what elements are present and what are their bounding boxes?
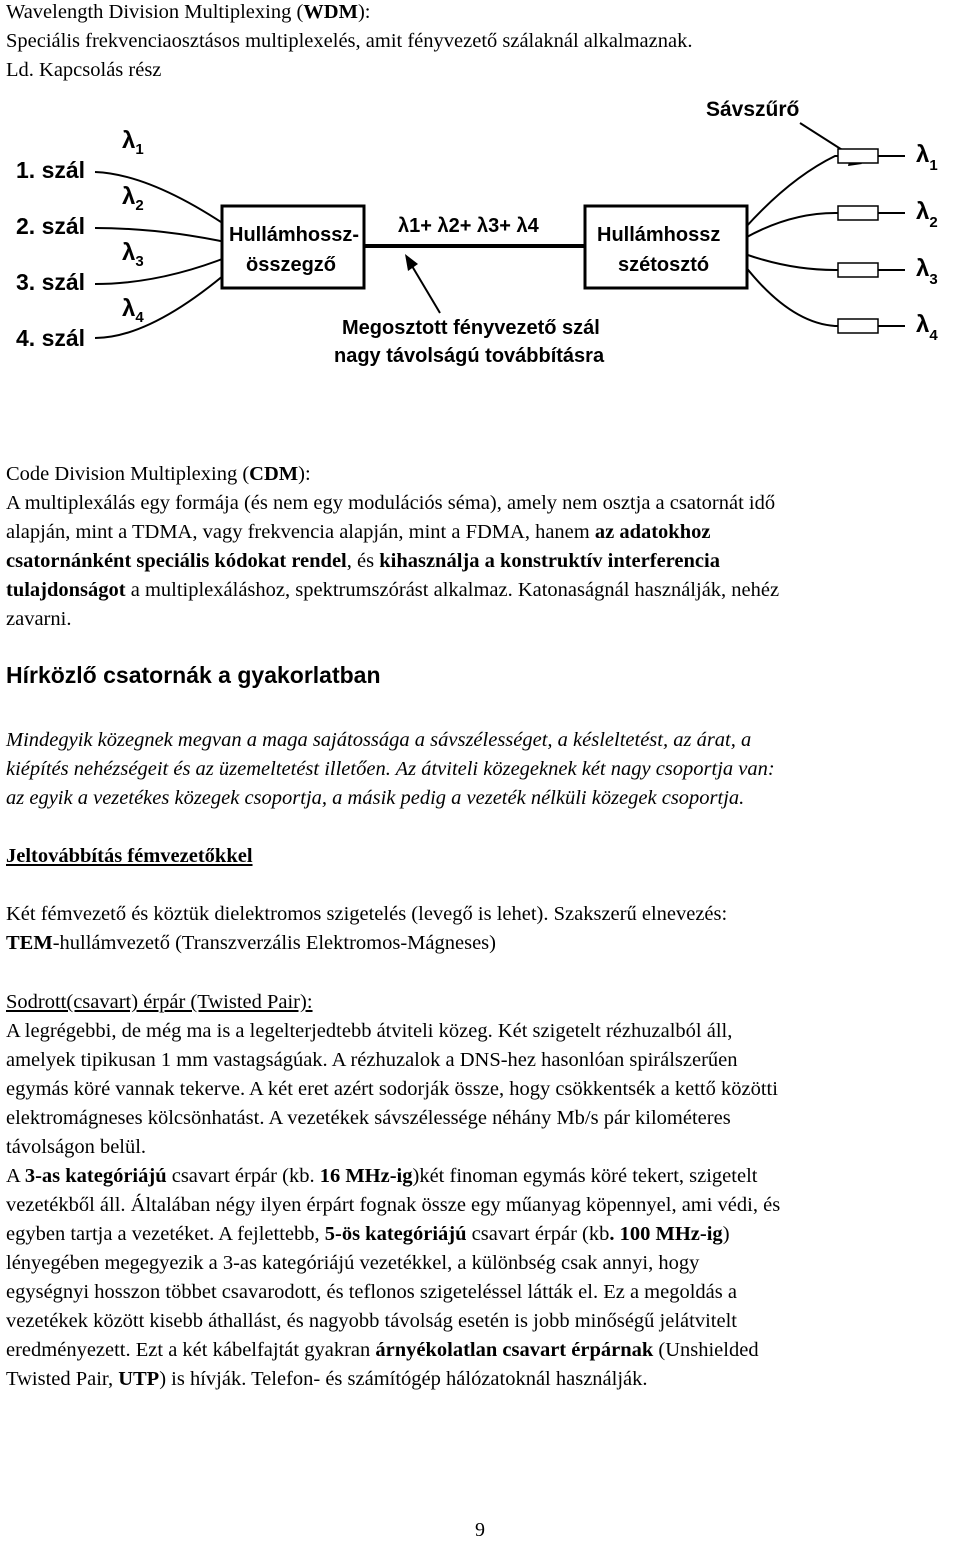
tp-line5: távolságon belül. — [6, 1136, 147, 1158]
input-label-1: 1. szál — [16, 157, 86, 183]
output-fiber-3 — [745, 254, 905, 270]
tp-line7: vezetékből áll. Általában négy ilyen érpárt fognak össze egy műanyag köpennyel, ami védi, és — [6, 1194, 781, 1216]
wdm-line2: Ld. Kapcsolás rész — [6, 59, 162, 81]
cdm-line5: zavarni. — [6, 608, 72, 630]
tp-line9: lényegében megegyezik a 3-as kategóriájú vezetékkel, a különbség csak annyi, hogy — [6, 1252, 700, 1274]
wavelength-sum-label: λ1+ λ2+ λ3+ λ4 — [398, 215, 539, 237]
cdm-title: Code Division Multiplexing (CDM): — [6, 463, 311, 485]
fiber-caption-1: Megosztott fényvezető szál — [342, 317, 600, 339]
tp-line3: egymás köré vannak tekerve. A két eret azért sodorják össze, hogy csökkentsék a kettő közötti — [6, 1078, 778, 1100]
media-intro-line3: az egyik a vezetékes közegek csoportja, a másik pedig a vezeték nélküli közegek csoportja. — [6, 787, 745, 809]
output-fiber-4 — [745, 266, 905, 326]
fiber-pointer — [412, 266, 440, 313]
splitter-label-1: Hullámhossz — [597, 224, 721, 246]
media-intro-line2: kiépítés nehézségeit és az üzemeltetést illetően. Az átviteli közegeknek két nagy csoportja van: — [6, 758, 775, 780]
band-filter-label: Sávszűrő — [706, 98, 800, 121]
input-lambda-4: $\lambda_4$ — [122, 295, 144, 326]
cdm-line1: A multiplexálás egy formája (és nem egy modulációs séma), amely nem osztja a csatornát idő — [6, 492, 776, 514]
output-lambda-2: $\lambda_2$ — [916, 198, 938, 231]
cdm-line4: tulajdonságot a multiplexáláshoz, spektrumszórást alkalmaz. Katonaságnál használják, nehéz — [6, 579, 780, 601]
wdm-diagram — [0, 88, 960, 378]
band-filter-1 — [838, 149, 878, 163]
output-lambda-3: $\lambda_3$ — [916, 255, 938, 288]
band-filter-3 — [838, 263, 878, 277]
tp-line12: eredményezett. Ezt a két kábelfajtát gyakran árnyékolatlan csavart érpárnak (Unshielded — [6, 1339, 759, 1361]
tp-line2: amelyek tipikusan 1 mm vastagságúak. A rézhuzalok a DNS-hez hasonlóan spirálszerűen — [6, 1049, 738, 1071]
tp-line4: elektromágneses kölcsönhatást. A vezetékek sávszélessége néhány Mb/s pár kilométeres — [6, 1107, 731, 1129]
band-filter-2 — [838, 206, 878, 220]
input-label-2: 2. szál — [16, 213, 86, 239]
output-fiber-2 — [745, 213, 905, 238]
tp-line13: Twisted Pair, UTP) is hívják. Telefon- és számítógép hálózatoknál használják. — [6, 1368, 648, 1390]
fiber-pointer-head — [405, 254, 418, 271]
input-label-3: 3. szál — [16, 269, 86, 295]
combiner-label-2: összegző — [246, 254, 337, 276]
tp-line11: vezetékek között kisebb áthallást, és nagyobb távolság esetén is jobb minőségű jelátvitelt — [6, 1310, 737, 1332]
input-lambda-1: $\lambda_1$ — [122, 127, 144, 158]
combiner-label-1: Hullámhossz- — [229, 224, 360, 246]
input-fiber-1 — [95, 172, 230, 228]
tp-line6: A 3-as kategóriájú csavart érpár (kb. 16 MHz-ig)két finoman egymás köré tekert, szigetelt — [6, 1165, 758, 1187]
tp-line8: egyben tartja a vezetéket. A fejlettebb, 5-ös kategóriájú csavart érpár (kb. 100 MHz-ig) — [6, 1223, 730, 1245]
cdm-line3: csatornánként speciális kódokat rendel, és kihasználja a konstruktív interferencia — [6, 550, 720, 572]
output-lambda-1: $\lambda_1$ — [916, 141, 938, 174]
wdm-line1: Speciális frekvenciaosztásos multiplexelés, amit fényvezető szálaknál alkalmaznak. — [6, 30, 693, 52]
input-label-4: 4. szál — [16, 325, 86, 351]
band-filter-4 — [838, 319, 878, 333]
tp-heading: Sodrott(csavart) érpár (Twisted Pair): — [6, 991, 313, 1013]
cdm-line2: alapján, mint a TDMA, vagy frekvencia alapján, mint a FDMA, hanem az adatokhoz — [6, 521, 711, 543]
input-lambda-2: $\lambda_2$ — [122, 183, 144, 214]
input-lambda-3: $\lambda_3$ — [122, 239, 144, 270]
fiber-caption-2: nagy távolságú továbbításra — [334, 345, 605, 367]
output-fiber-1 — [745, 156, 905, 228]
input-fiber-4 — [95, 270, 230, 338]
wdm-title: Wavelength Division Multiplexing (WDM): — [6, 1, 371, 23]
input-fiber-2 — [95, 228, 230, 243]
media-intro-line1: Mindegyik közegnek megvan a maga sajátossága a sávszélességet, a késleltetést, az árat, a — [6, 729, 752, 751]
metal-heading: Jeltovábbítás fémvezetőkkel — [6, 845, 253, 867]
output-lambda-4: $\lambda_4$ — [916, 311, 938, 344]
tp-line1: A legrégebbi, de még ma is a legelterjedtebb átviteli közeg. Két szigetelt rézhuzalból áll, — [6, 1020, 733, 1042]
splitter-label-2: szétosztó — [618, 254, 710, 276]
metal-line2: TEM-hullámvezető (Transzverzális Elektromos-Mágneses) — [6, 932, 496, 954]
page-number: 9 — [475, 1519, 485, 1541]
tp-line10: egységnyi hosszon többet csavarodott, és teflonos szigeteléssel látták el. Ez a megoldás a — [6, 1281, 737, 1303]
section-heading: Hírközlő csatornák a gyakorlatban — [6, 662, 381, 688]
input-fiber-3 — [95, 256, 230, 284]
metal-line1: Két fémvezető és köztük dielektromos szigetelés (levegő is lehet). Szakszerű elnevezés: — [6, 903, 728, 925]
